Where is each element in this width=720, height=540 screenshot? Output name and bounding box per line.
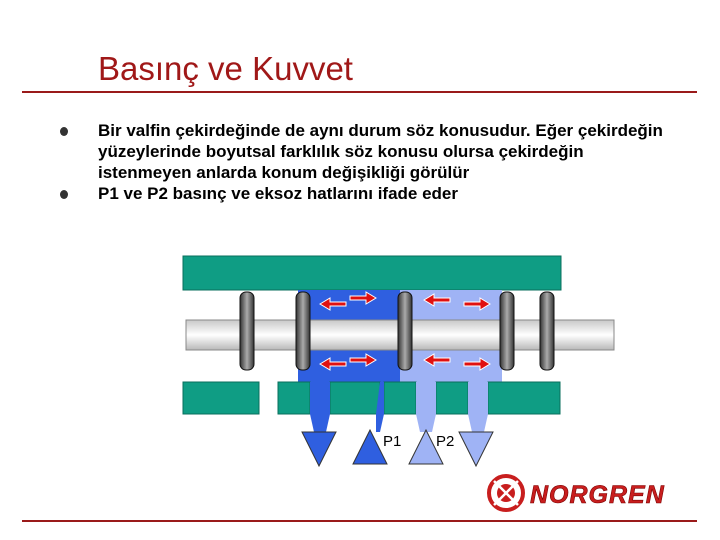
valve-body-bottom: [278, 382, 310, 414]
exhaust-channel: [310, 382, 330, 432]
p1-port-icon: [353, 430, 387, 464]
pressure-chamber-p1: [298, 290, 400, 320]
pressure-chamber-p1-lower: [298, 350, 400, 382]
norgren-emblem-icon: [489, 476, 523, 510]
exhaust-channel: [468, 382, 488, 432]
valve-body-bottom: [384, 382, 416, 414]
valve-body-top: [183, 256, 561, 290]
port-label-p2: P2: [436, 433, 455, 450]
footer-divider: [22, 520, 697, 522]
bullet-text: P1 ve P2 basınç ve eksoz hatlarını ifade eder: [98, 184, 459, 203]
valve-body-bottom: [436, 382, 468, 414]
bullet-text: Bir valfin çekirdeğinde de aynı durum söz konusudur. Eğer çekirdeğin yüzeylerinde boyutsal farklılık söz konusu olursa çekirdeğin istenmeyen anlarda konum değişikliği görülür: [98, 121, 663, 182]
norgren-logo: [486, 473, 696, 513]
valve-body-bottom: [183, 382, 259, 414]
exhaust-port-right-icon: [459, 432, 493, 466]
p2-channel: [416, 382, 436, 432]
port-label-p1: P1: [383, 433, 402, 450]
exhaust-port-left-icon: [302, 432, 336, 466]
valve-body-bottom: [330, 382, 380, 414]
slide-title: Basınç ve Kuvvet: [98, 50, 353, 87]
valve-body-bottom: [488, 382, 560, 414]
norgren-wordmark: NORGREN: [530, 481, 665, 509]
